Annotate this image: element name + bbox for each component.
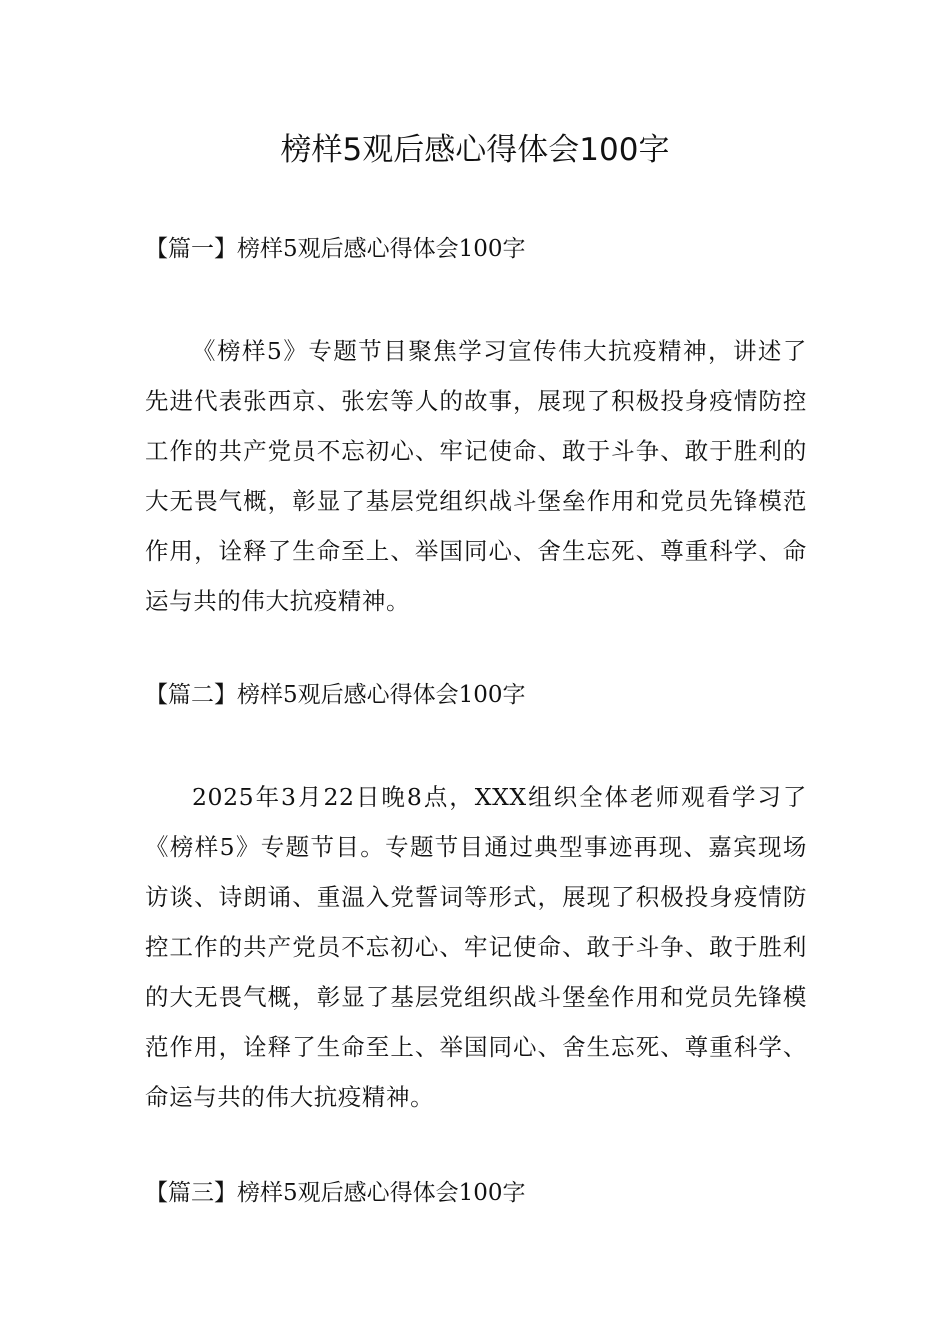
section-body-1: 《榜样5》专题节目聚焦学习宣传伟大抗疫精神，讲述了先进代表张西京、张宏等人的故事，展现了积极投身疫情防控工作的共产党员不忘初心、牢记使命、敢于斗争、敢于胜利的大无畏气概，彰显了基层党组织战斗堡垒作用和党员先锋模范作用，诠释了生命至上、举国同心、舍生忘死、尊重科学、命运与共的伟大抗疫精神。 — [145, 337, 807, 615]
document-title: 榜样5观后感心得体会100字 — [280, 132, 670, 168]
section-heading-1: 【篇一】榜样5观后感心得体会100字 — [145, 236, 526, 262]
section-body-2: 2025年3月22日晚8点，XXX组织全体老师观看学习了《榜样5》专题节目。专题节目通过典型事迹再现、嘉宾现场访谈、诗朗诵、重温入党誓词等形式，展现了积极投身疫情防控工作的共产党员不忘初心、牢记使命、敢于斗争、敢于胜利的大无畏气概，彰显了基层党组织战斗堡垒作用和党员先锋模范作用，诠释了生命至上、举国同心、舍生忘死、尊重科学、命运与共的伟大抗疫精神。 — [145, 783, 807, 1111]
section-heading-3: 【篇三】榜样5观后感心得体会100字 — [145, 1180, 526, 1206]
section-heading-2: 【篇二】榜样5观后感心得体会100字 — [145, 682, 526, 708]
